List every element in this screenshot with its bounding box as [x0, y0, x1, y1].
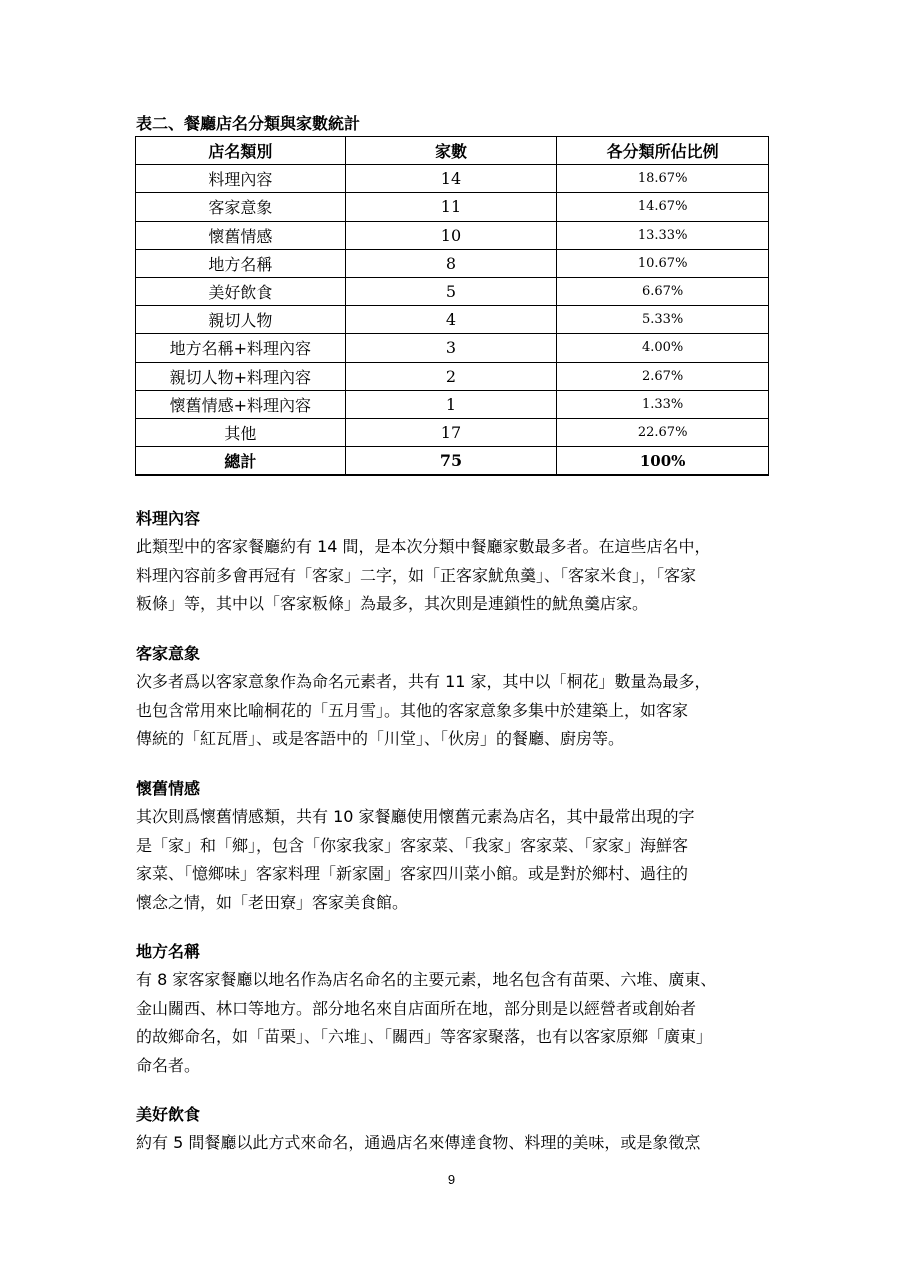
table-total-row — [136, 447, 769, 476]
row-count: 2 — [345, 362, 557, 390]
section-line: 是「家」和「鄉」，包含「你家我家」客家菜、「我家」客家菜、「家家」海鮮客 — [136, 835, 689, 855]
row-percent: 1.33% — [557, 390, 769, 418]
table-row — [136, 165, 769, 193]
section-heading: 客家意象 — [136, 644, 201, 663]
table-row — [136, 277, 769, 305]
section-heading: 地方名稱 — [136, 942, 201, 961]
table-row — [136, 418, 769, 446]
statistics-table — [135, 136, 769, 476]
row-category: 親切人物 — [136, 306, 346, 334]
section-heading: 料理內容 — [136, 509, 201, 528]
total-count: 75 — [345, 447, 557, 476]
header-percent: 各分類所佔比例 — [557, 137, 769, 165]
table-caption: 表二、餐廳店名分類與家數統計 — [136, 114, 361, 133]
section-cuisine — [136, 505, 769, 619]
section-line: 有 8 家客家餐廳以地名作為店名命名的主要元素，地名包含有苗栗、六堆、廣東、 — [136, 970, 717, 989]
total-percent: 100% — [557, 447, 769, 476]
table-row — [136, 390, 769, 418]
row-category: 地方名稱 — [136, 249, 346, 277]
section-line: 的故鄉命名，如「苗栗」、「六堆」、「關西」等客家聚落，也有以客家原鄉「廣東」 — [136, 1027, 713, 1046]
row-count: 17 — [345, 418, 557, 446]
section-line: 也包含常用來比喻桐花的「五月雪」。其他的客家意象多集中於建築上，如客家 — [136, 700, 689, 720]
section-good-food — [136, 1101, 769, 1158]
section-line: 此類型中的客家餐廳約有 14 間，是本次分類中餐廳家數最多者。在這些店名中， — [136, 537, 711, 556]
section-line: 粄條」等，其中以「客家粄條」為最多，其次則是連鎖性的魷魚羹店家。 — [136, 594, 649, 613]
row-count: 11 — [345, 193, 557, 221]
row-percent: 14.67% — [557, 193, 769, 221]
page-number: 9 — [447, 1172, 456, 1187]
table-row — [136, 334, 769, 362]
section-line: 家菜、「憶鄉味」客家料理「新家園」客家四川菜小館。或是對於鄉村、過往的 — [136, 864, 689, 883]
row-count: 5 — [345, 277, 557, 305]
table-row — [136, 249, 769, 277]
row-count: 3 — [345, 334, 557, 362]
row-category: 懷舊情感+料理內容 — [136, 390, 346, 418]
section-line: 傳統的「紅瓦厝」、或是客語中的「川堂」、「伙房」的餐廳、廚房等。 — [136, 729, 625, 748]
row-category: 美好飲食 — [136, 277, 346, 305]
table-row — [136, 193, 769, 221]
row-category: 親切人物+料理內容 — [136, 362, 346, 390]
row-count: 1 — [345, 390, 557, 418]
section-line: 次多者爲以客家意象作為命名元素者，共有 11 家，其中以「桐花」數量為最多， — [136, 672, 711, 691]
row-percent: 6.67% — [557, 277, 769, 305]
section-heading: 懷舊情感 — [136, 779, 201, 798]
row-category: 其他 — [136, 418, 346, 446]
row-percent: 22.67% — [557, 418, 769, 446]
section-heading: 美好飲食 — [136, 1105, 201, 1124]
section-line: 約有 5 間餐廳以此方式來命名，通過店名來傳達食物、料理的美味，或是象徵烹 — [136, 1133, 701, 1152]
row-count: 4 — [345, 306, 557, 334]
row-count: 8 — [345, 249, 557, 277]
table-row — [136, 362, 769, 390]
section-hakka-imagery — [136, 640, 769, 754]
section-line: 料理內容前多會再冠有「客家」二字，如「正客家魷魚羹」、「客家米食」，「客家 — [136, 565, 697, 585]
header-category: 店名類別 — [136, 137, 346, 165]
row-percent: 4.00% — [557, 334, 769, 362]
section-nostalgia — [136, 775, 769, 917]
section-line: 命名者。 — [136, 1055, 201, 1075]
row-category: 料理內容 — [136, 165, 346, 193]
total-category: 總計 — [136, 447, 346, 476]
header-count: 家數 — [345, 137, 557, 165]
row-percent: 10.67% — [557, 249, 769, 277]
row-percent: 2.67% — [557, 362, 769, 390]
row-percent: 5.33% — [557, 306, 769, 334]
row-percent: 18.67% — [557, 165, 769, 193]
row-percent: 13.33% — [557, 221, 769, 249]
section-line: 懷念之情，如「老田寮」客家美食館。 — [136, 892, 409, 912]
row-category: 客家意象 — [136, 193, 346, 221]
section-line: 金山關西、林口等地方。部分地名來自店面所在地，部分則是以經營者或創始者 — [136, 998, 697, 1018]
table-row — [136, 221, 769, 249]
row-count: 14 — [345, 165, 557, 193]
row-category: 懷舊情感 — [136, 221, 346, 249]
section-place-names — [136, 938, 769, 1080]
section-line: 其次則爲懷舊情感類，共有 10 家餐廳使用懷舊元素為店名，其中最常出現的字 — [136, 807, 695, 826]
row-category: 地方名稱+料理內容 — [136, 334, 346, 362]
table-header-row — [136, 137, 769, 165]
table-row — [136, 306, 769, 334]
row-count: 10 — [345, 221, 557, 249]
